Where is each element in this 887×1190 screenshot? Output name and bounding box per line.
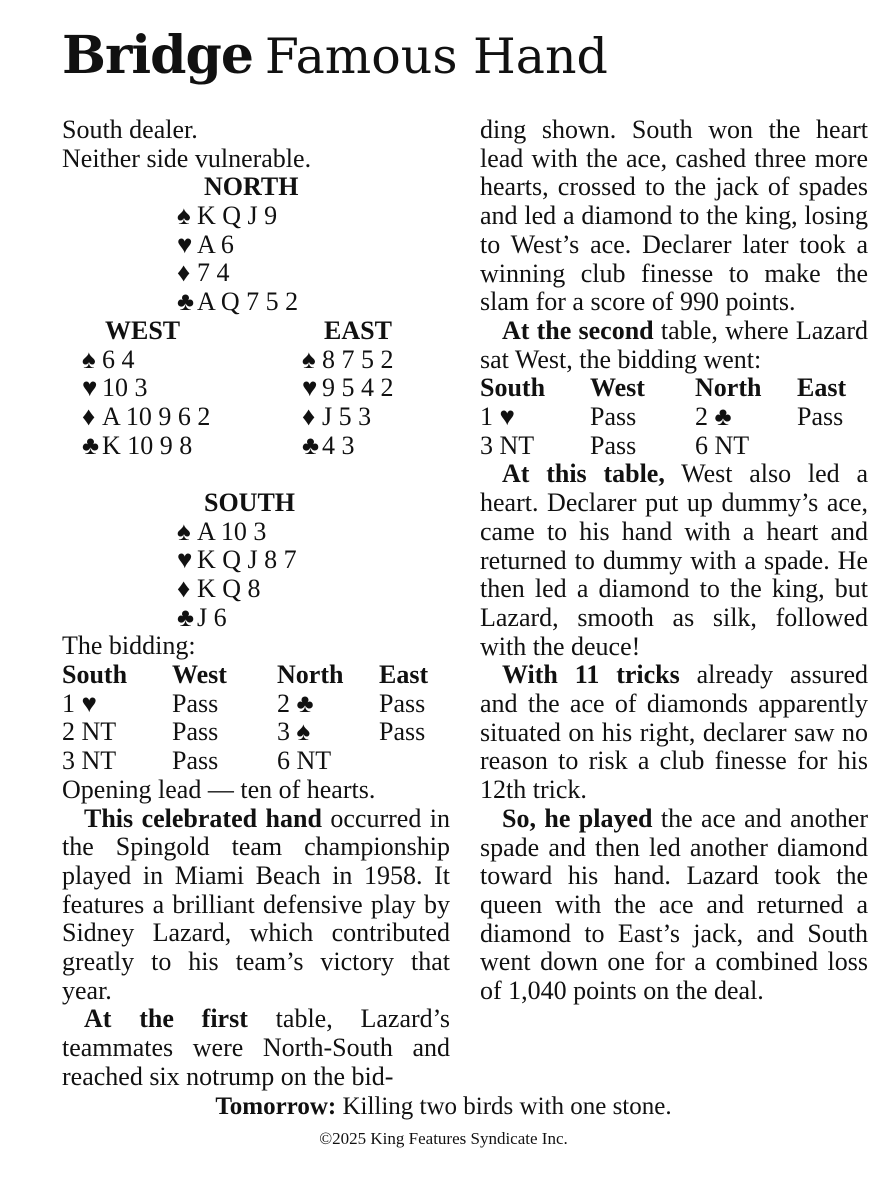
north-hand	[62, 173, 450, 316]
paragraph-text: table, where Lazard sat West, the bidding went:	[480, 315, 869, 374]
paragraph-text: ding shown. South won the heart lead with the ace, cashed three more hearts, crossed to the jack of spades and led a diamond to the king, losing to West’s ace. Declarer later took a winning club finesse to make the slam for a score of 990 points.	[480, 115, 868, 317]
bidding-row	[480, 432, 846, 461]
club-icon: ♣	[177, 602, 195, 632]
club-icon: ♣	[302, 430, 320, 460]
bid-cell: 6 NT	[695, 430, 750, 460]
bid-cell: 2 NT	[62, 717, 117, 747]
bid-cell: Pass	[797, 402, 844, 432]
bid-cell: 2 ♣	[695, 402, 732, 432]
bid-cell: Pass	[172, 688, 219, 718]
diamond-icon: ♦	[177, 573, 191, 603]
paragraph-lead-bold: At the first	[84, 1004, 248, 1034]
heart-icon: ♥	[177, 545, 193, 575]
page-title	[62, 26, 608, 99]
club-icon: ♣	[82, 430, 100, 460]
west-label: WEST	[105, 315, 181, 345]
paragraph-eleven-tricks	[480, 661, 868, 805]
paragraph-lead-bold: So, he played	[502, 803, 653, 833]
club-icon: ♣	[177, 287, 195, 317]
right-column	[480, 116, 868, 1006]
bid-header: East	[797, 373, 847, 403]
left-column	[62, 116, 450, 1092]
bid-header: North	[695, 373, 762, 403]
bid-header: South	[480, 373, 546, 403]
bid-cell: 6 NT	[277, 746, 332, 776]
bidding-row	[62, 747, 428, 776]
south-hearts: K Q J 8 7	[197, 545, 297, 575]
east-diamonds: J 5 3	[322, 401, 372, 431]
bid-header: East	[379, 659, 429, 689]
bid-cell	[797, 432, 846, 461]
paragraph-lead-bold: With 11 tricks	[502, 660, 680, 690]
paragraph-text: occurred in the Spingold team championship played in Miami Beach in 1958. It features a brilliant defensive play by Sidney Lazard, which contributed greatly to his team’s victory that year.	[62, 803, 450, 1005]
bid-cell: 1 ♥	[62, 688, 97, 718]
tomorrow-label: Tomorrow:	[215, 1093, 337, 1120]
bid-header: West	[590, 373, 645, 403]
vulnerability-line: Neither side vulnerable.	[62, 143, 312, 173]
bid-header: North	[277, 659, 344, 689]
heart-icon: ♥	[82, 373, 98, 403]
north-diamonds: 7 4	[197, 258, 230, 288]
bid-cell	[379, 747, 428, 776]
paragraph-second-table	[480, 317, 868, 374]
bid-cell: 1 ♥	[480, 402, 515, 432]
paragraph-text: the ace and another spade and then led another diamond toward his hand. Lazard took the queen with the ace and returned a diamond to East’s jack, and South went down one for a combined loss of 1,040 points on the deal.	[480, 803, 868, 1006]
bid-cell: Pass	[590, 430, 637, 460]
paragraph-first-table	[62, 1005, 450, 1091]
east-hearts: 9 5 4 2	[322, 373, 394, 403]
east-label: EAST	[324, 315, 392, 345]
east-spades: 8 7 5 2	[322, 344, 394, 374]
north-clubs: A Q 7 5 2	[197, 287, 299, 317]
heart-icon: ♥	[302, 373, 318, 403]
tomorrow-text: Killing two birds with one stone.	[336, 1093, 672, 1120]
bid-cell: 3 NT	[480, 430, 535, 460]
paragraph-first-table-continued	[480, 116, 868, 317]
heart-icon: ♥	[177, 229, 193, 259]
north-hearts: A 6	[197, 229, 234, 259]
west-hand	[82, 317, 210, 461]
bid-cell: Pass	[172, 746, 219, 776]
north-label: NORTH	[204, 172, 299, 202]
tomorrow-teaser	[0, 1093, 887, 1121]
bid-cell: Pass	[379, 717, 426, 747]
spade-icon: ♠	[302, 344, 316, 374]
west-hearts: 10 3	[102, 373, 148, 403]
paragraph-lead-bold: This celebrated hand	[84, 803, 322, 833]
paragraph-text: already assured and the ace of diamonds apparently situated on his right, declarer saw no reason to risk a club finesse for his 12th trick.	[480, 660, 868, 805]
diamond-icon: ♦	[177, 258, 191, 288]
bid-cell: Pass	[379, 688, 426, 718]
paragraph-text: table, Lazard’s teammates were North-South and reached six notrump on the bid-	[62, 1004, 451, 1091]
bid-cell: Pass	[172, 717, 219, 747]
paragraph-celebrated-hand	[62, 805, 450, 1006]
paragraph-text: West also led a heart. Declarer put up dummy’s ace, came to his hand with a heart and returned to dummy with a spade. He then led a diamond to the king, but Lazard, smooth as silk, followed with the deuce!	[480, 459, 869, 661]
bid-cell: 3 NT	[62, 746, 117, 776]
diamond-icon: ♦	[302, 401, 316, 431]
paragraph-this-table	[480, 460, 868, 661]
bid-cell: 3 ♠	[277, 717, 311, 747]
bid-header: West	[172, 659, 227, 689]
north-spades: K Q J 9	[197, 201, 278, 231]
diamond-icon: ♦	[82, 401, 96, 431]
bidding-table-second	[480, 374, 846, 460]
bidding-header-row	[62, 661, 428, 690]
east-west-hands	[62, 317, 450, 489]
south-diamonds: K Q 8	[197, 573, 261, 603]
bidding-row	[480, 403, 846, 432]
opening-lead: Opening lead — ten of hearts.	[62, 774, 376, 804]
bidding-label: The bidding:	[62, 631, 196, 661]
spade-icon: ♠	[177, 516, 191, 546]
title-subtitle: Famous Hand	[264, 28, 608, 85]
south-spades: A 10 3	[197, 516, 267, 546]
copyright: ©2025 King Features Syndicate Inc.	[319, 1129, 568, 1148]
south-hand	[62, 489, 450, 632]
spade-icon: ♠	[177, 201, 191, 231]
paragraph-lead-bold: At the second	[502, 315, 654, 345]
bidding-table-first	[62, 661, 428, 776]
west-clubs: K 10 9 8	[102, 430, 193, 460]
south-label: SOUTH	[204, 487, 296, 517]
bidding-row	[62, 690, 428, 719]
spade-icon: ♠	[82, 344, 96, 374]
bidding-header-row	[480, 374, 846, 403]
east-hand	[302, 317, 394, 461]
paragraph-lead-bold: At this table,	[502, 459, 665, 489]
bidding-row	[62, 718, 428, 747]
west-spades: 6 4	[102, 344, 135, 374]
paragraph-so-he-played	[480, 805, 868, 1006]
bid-cell: Pass	[590, 402, 637, 432]
bid-cell: 2 ♣	[277, 688, 314, 718]
south-clubs: J 6	[197, 602, 227, 632]
dealer-line: South dealer.	[62, 115, 198, 144]
west-diamonds: A 10 9 6 2	[102, 401, 211, 431]
title-bold: Bridge	[62, 25, 253, 86]
east-clubs: 4 3	[322, 430, 355, 460]
bid-header: South	[62, 659, 128, 689]
